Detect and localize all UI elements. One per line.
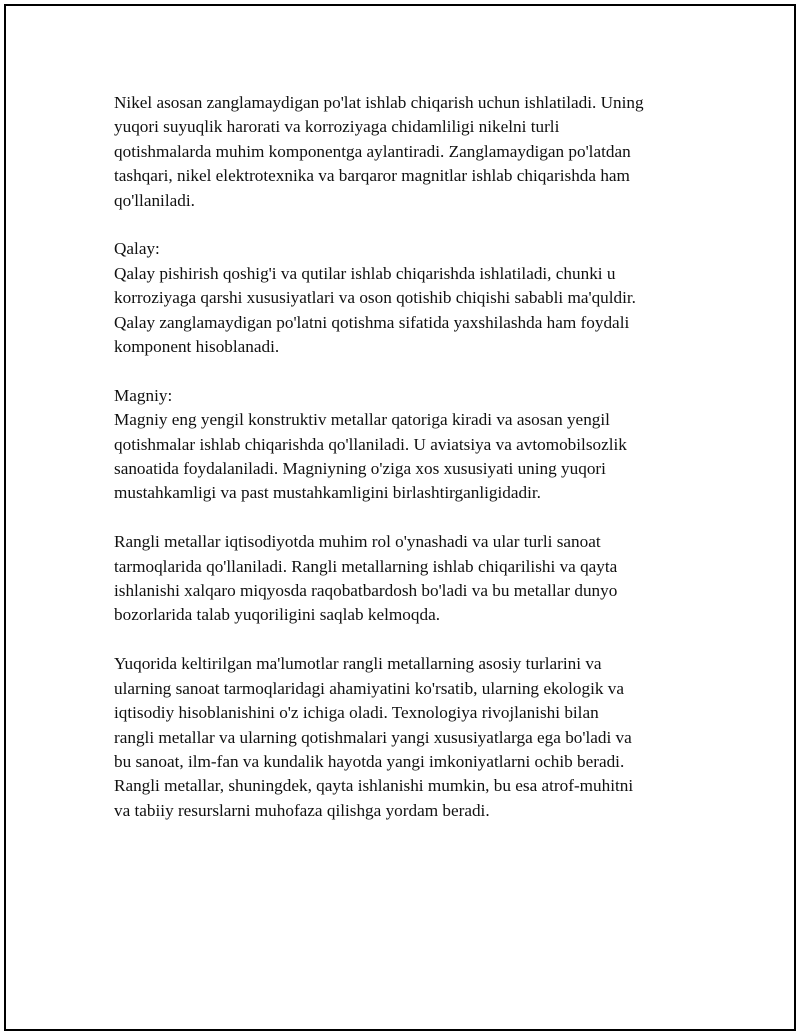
nikel-paragraph: Nikel asosan zanglamaydigan po'lat ishlab chiqarish uchun ishlatiladi. Uning yuqori suyuqlik harorati va korroziyaga chidamliligi nikelni turli qotishmalarda muhim komponentga aylantiradi. Zanglamaydigan po'latdan tashqari, nikel elektrotexnika va barqaror magnitlar ishlab chiqarishda ham qo'llaniladi. <box>114 93 644 210</box>
rangli-metallar-paragraph: Rangli metallar iqtisodiyotda muhim rol o'ynashadi va ular turli sanoat tarmoqlarida qo'llaniladi. Rangli metallarning ishlab chiqarilishi va qayta ishlanishi xalqaro miqyosda raqobatbardosh bo'ladi va bu metallar dunyo bozorlarida talab yuqoriligini saqlab kelmoqda. <box>114 532 618 625</box>
conclusion-paragraph: Yuqorida keltirilgan ma'lumotlar rangli metallarning asosiy turlarini va ularning sanoat tarmoqlaridagi ahamiyatini ko'rsatib, ularning ekologik va iqtisodiy hisoblanishini o'z ichiga oladi. Texnologiya rivojlanishi bilan rangli metallar va ularning qotishmalari yangi xususiyatlarga ega bo'ladi va bu sanoat, ilm-fan va kundalik hayotda yangi imkoniyatlarni ochib beradi. Rangli metallar, shuningdek, qayta ishlanishi mumkin, bu esa atrof-muhitni va tabiiy resurslarni muhofaza qilishga yordam beradi. <box>114 654 634 820</box>
magniy-paragraph: Magniy eng yengil konstruktiv metallar qatoriga kiradi va asosan yengil qotishmalar ishlab chiqarishda qo'llaniladi. U aviatsiya va avtomobilsozlik sanoatida foydalaniladi. Magniyning o'ziga xos xususiyati uning yuqori mustahkamligi va past mustahkamligini birlashtirganligidadir. <box>114 410 627 503</box>
qalay-paragraph: Qalay pishirish qoshig'i va qutilar ishlab chiqarishda ishlatiladi, chunki u korroziyaga qarshi xususiyatlari va oson qotishib chiqishi sababli ma'quldir. Qalay zanglamaydigan po'latni qotishma sifatida yaxshilashda ham foydali komponent hisoblanadi. <box>114 263 636 357</box>
magniy-heading: Magniy: <box>114 385 173 405</box>
qalay-heading: Qalay: <box>114 239 160 259</box>
document-body <box>114 91 704 848</box>
